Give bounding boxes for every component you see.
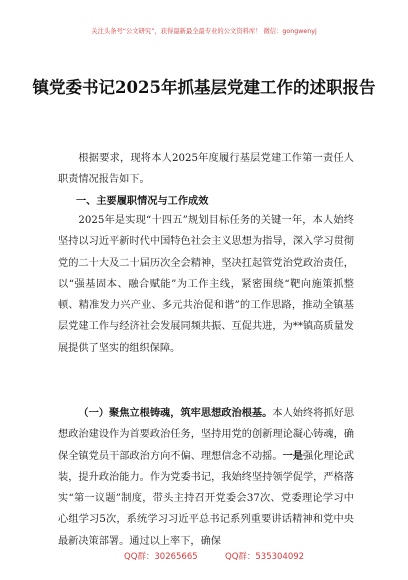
paragraph-2-text-a: 本人始终将抓好思想政治建设作为首要政治任务，坚持用党的创新理论凝心铸魂，确保全镇党员干部政治方向不偏、理想信念不动摇。 — [58, 408, 355, 462]
subheading-1: （一）聚焦立根铸魂，筑牢思想政治根基。 — [78, 407, 273, 419]
header-banner: 关注头条号“公文研究”，获得最新最全最专业的公文资料库！ 微信：gongwenyj — [91, 28, 317, 35]
paragraph-2-text-b: 强化理论武装，提升政治能力。作为党委书记，我始终坚持领学促学，严格落实“第一议题”制度，带头主持召开党委会37次、党委理论学习中心组学习5次，系统学习习近平总书记系列重要讲话精神和党中央最新决策部署。通过以上率下，确保 — [58, 450, 355, 547]
intro-paragraph: 根据要求，现将本人2025年度履行基层党建工作第一责任人职责情况报告如下。 — [58, 153, 354, 186]
body-paragraph-2 — [58, 403, 354, 552]
qq-group-2: QQ群：535304092 — [225, 552, 305, 562]
section-heading-1: 一、主要履职情况与工作成效 — [76, 196, 209, 207]
qq-group-1: QQ群：30265665 — [124, 552, 198, 562]
point-marker-1: 一是 — [282, 449, 303, 462]
body-paragraph-1: 2025年是实现“十四五”规划目标任务的关键一年，本人始终坚持以习近平新时代中国特色社会主义思想为指导，深入学习贯彻党的二十大及二十届历次全会精神，坚决扛起管党治党政治责任，以“强基固本、融合赋能”为工作主线，紧密围绕“靶向施策抓整顿、精准发力兴产业、多元共治促和谐”的工作思路，推动全镇基层党建工作与经济社会发展同频共振、互促共进，为**镇高质量发展提供了坚实的组织保障。 — [58, 215, 354, 354]
document-title: 镇党委书记2025年抓基层党建工作的述职报告 — [32, 78, 376, 97]
